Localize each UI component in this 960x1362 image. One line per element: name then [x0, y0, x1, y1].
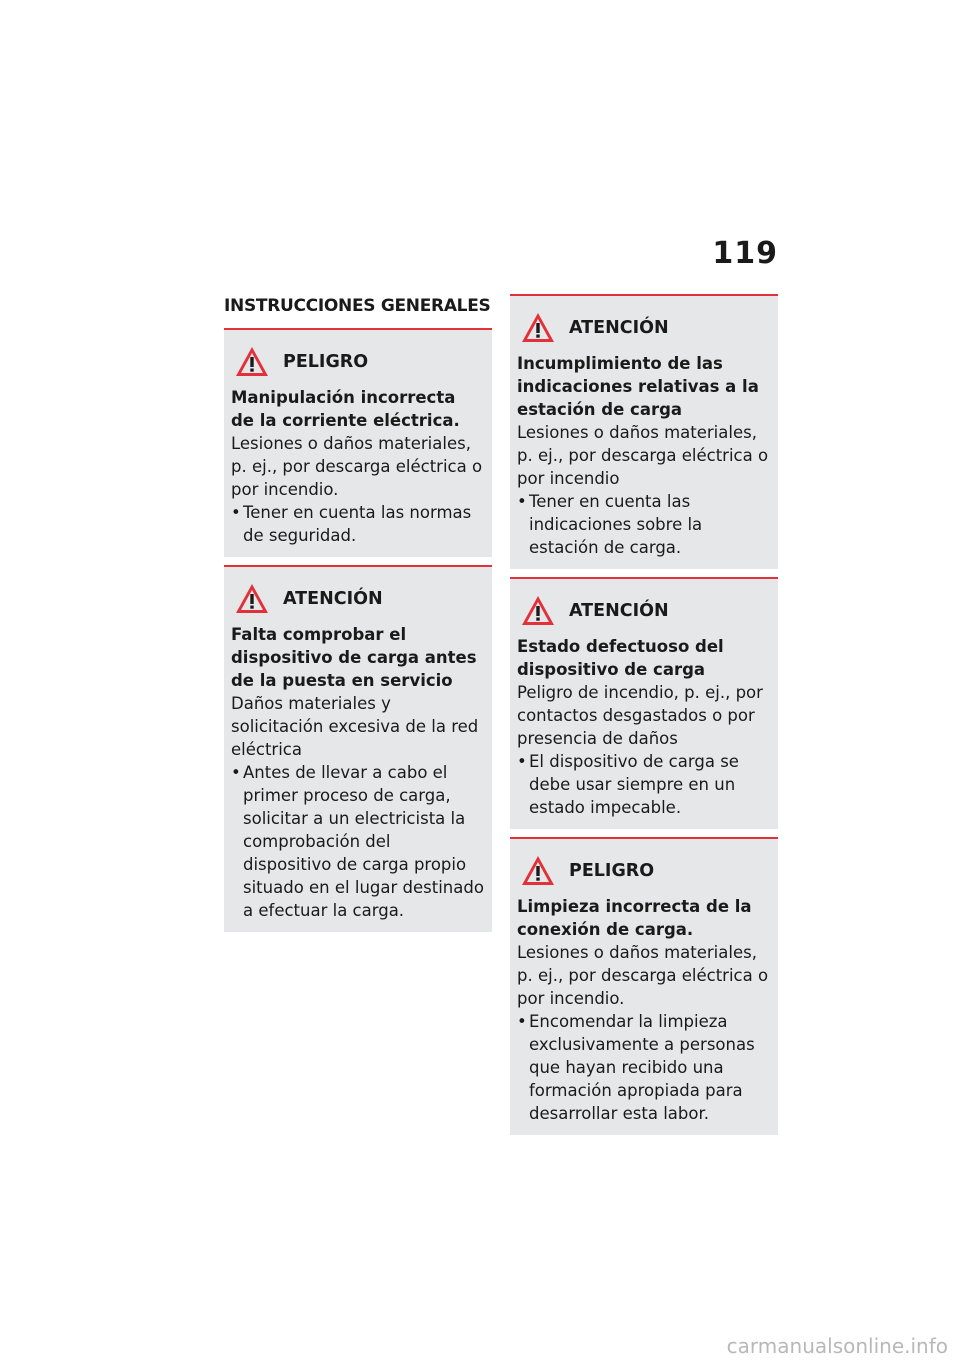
list-item: • Tener en cuenta las normas de seguridad. — [231, 501, 484, 547]
box-text: Lesiones o daños materiales, p. ej., por descarga eléctrica o por incendio — [517, 423, 769, 488]
page-number: 119 — [712, 236, 778, 271]
box-title: Incumplimiento de las indicaciones relativas a la estación de carga — [517, 354, 759, 419]
list-item: • Tener en cuenta las indicaciones sobre la estación de carga. — [517, 490, 770, 559]
warning-box-atencion-defect — [510, 577, 778, 829]
section-heading: INSTRUCCIONES GENERALES — [224, 296, 491, 316]
box-text: Lesiones o daños materiales, p. ej., por descarga eléctrica o por incendio. — [231, 434, 483, 499]
warning-box-peligro-cleaning — [510, 837, 778, 1135]
box-title: Limpieza incorrecta de la conexión de carga. — [517, 897, 752, 939]
box-label: PELIGRO — [283, 352, 369, 372]
warning-triangle-icon — [233, 344, 271, 380]
list-item: • El dispositivo de carga se debe usar siempre en un estado impecable. — [517, 750, 770, 819]
box-text: Peligro de incendio, p. ej., por contactos desgastados o por presencia de daños — [517, 683, 763, 748]
box-label: ATENCIÓN — [569, 318, 669, 338]
box-label: PELIGRO — [569, 861, 655, 881]
warning-triangle-icon — [519, 310, 557, 346]
box-text: Daños materiales y solicitación excesiva de la red eléctrica — [231, 694, 479, 759]
box-title: Manipulación incorrecta de la corriente eléctrica. — [231, 388, 460, 430]
list-item: • Encomendar la limpieza exclusivamente a personas que hayan recibido una formación apropiada para desarrollar esta labor. — [517, 1010, 770, 1125]
warning-triangle-icon — [519, 853, 557, 889]
warning-box-peligro-electric — [224, 328, 492, 557]
warning-triangle-icon — [519, 593, 557, 629]
box-label: ATENCIÓN — [283, 589, 383, 609]
left-column — [224, 328, 492, 940]
box-label: ATENCIÓN — [569, 601, 669, 621]
warning-triangle-icon — [233, 581, 271, 617]
right-column — [510, 294, 778, 1143]
warning-box-atencion-station — [510, 294, 778, 569]
warning-box-atencion-check — [224, 565, 492, 932]
list-item: • Antes de llevar a cabo el primer proceso de carga, solicitar a un electricista la comprobación del dispositivo de carga propio situado en el lugar destinado a efectuar la carga. — [231, 761, 484, 922]
box-text: Lesiones o daños materiales, p. ej., por descarga eléctrica o por incendio. — [517, 943, 769, 1008]
box-title: Falta comprobar el dispositivo de carga antes de la puesta en servicio — [231, 625, 477, 690]
watermark: carmanualsonline.info — [726, 1334, 948, 1358]
box-title: Estado defectuoso del dispositivo de carga — [517, 637, 724, 679]
